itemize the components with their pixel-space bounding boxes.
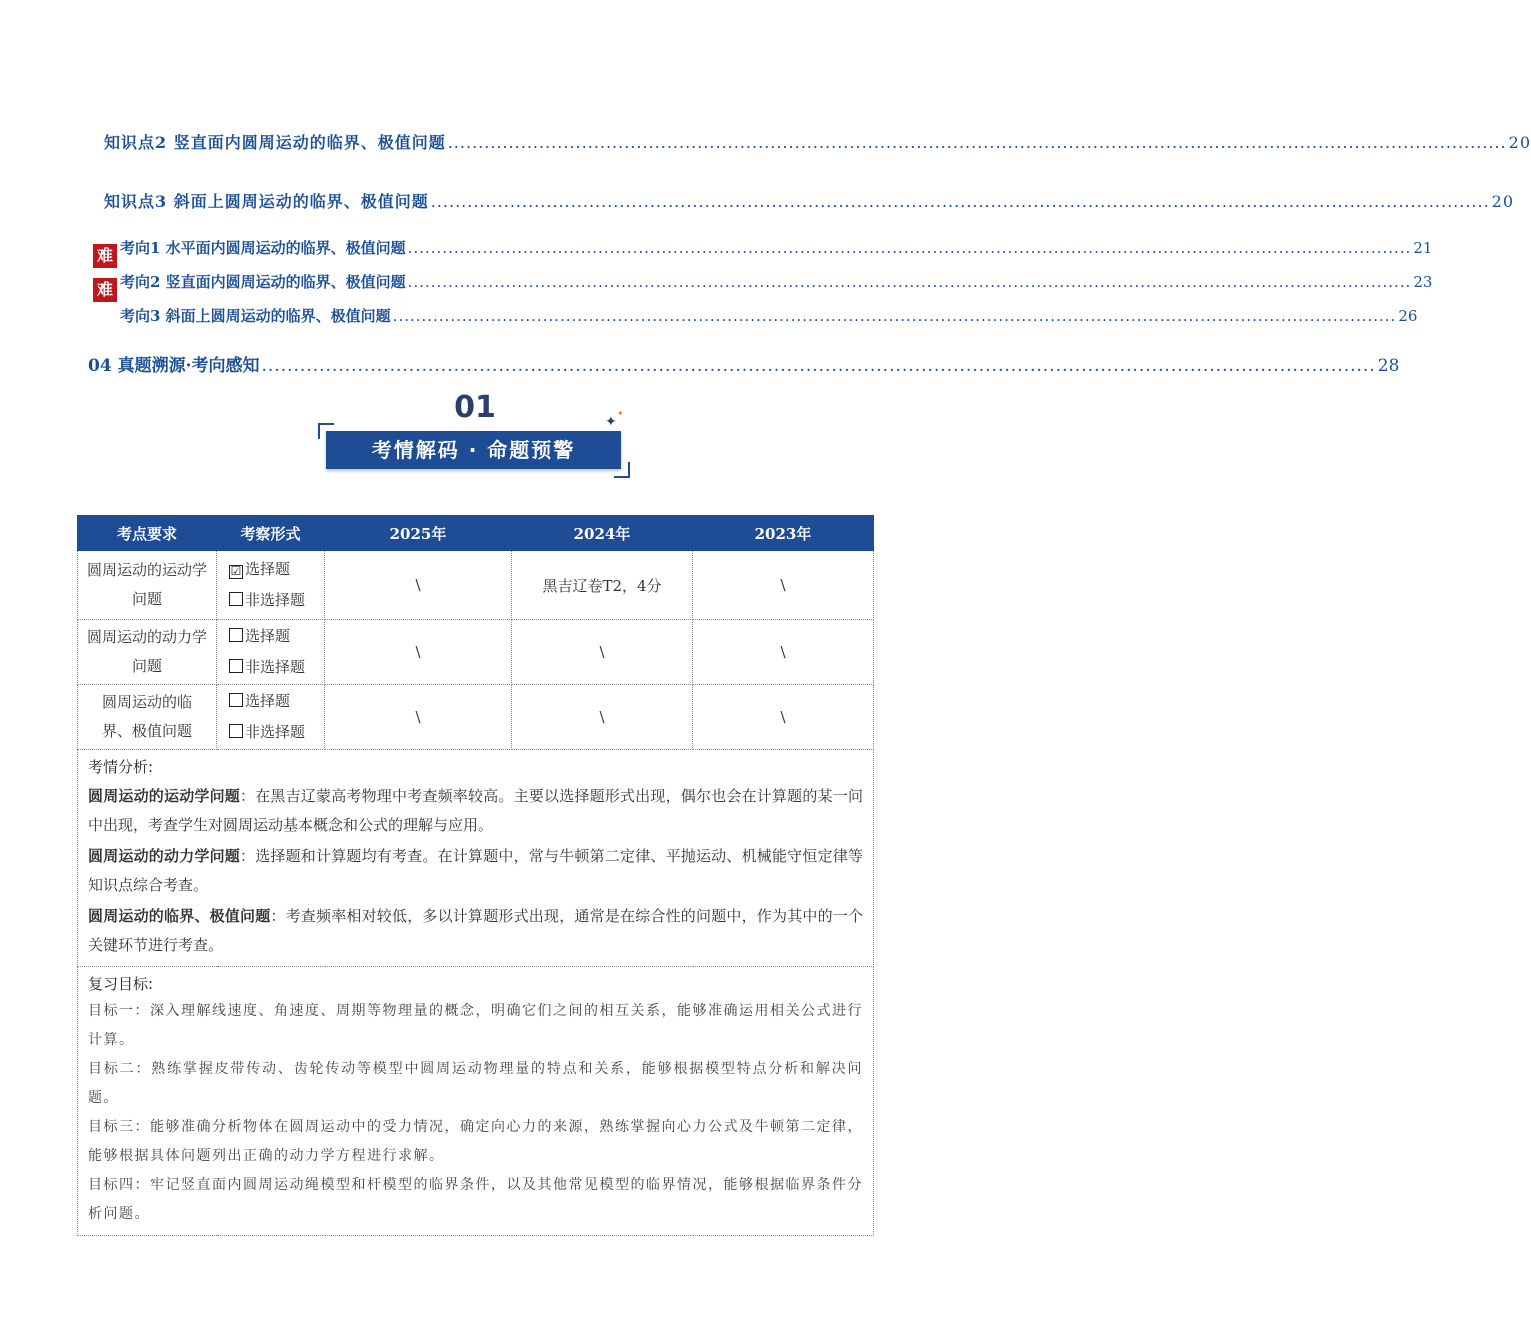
sparkle-icon: ✦ (605, 414, 617, 430)
difficulty-badge: 难 (93, 244, 117, 268)
toc-title: 考向2 竖直面内圆周运动的临界、极值问题 (120, 273, 406, 291)
toc-entry-kx1[interactable] (120, 237, 1433, 258)
toc-page: 20 (1508, 133, 1531, 152)
toc-entry-kp2[interactable] (104, 130, 1531, 153)
toc-page: 23 (1413, 273, 1433, 291)
sparkle-icon: ✦ (617, 409, 624, 418)
analysis-row (78, 750, 874, 967)
column-header: 2024年 (512, 516, 693, 551)
checkbox-icon[interactable] (229, 592, 243, 606)
year-cell: \ (693, 551, 874, 620)
analysis-paragraph (88, 782, 863, 840)
section-number: 01 (454, 390, 496, 425)
toc-title: 知识点2 竖直面内圆周运动的临界、极值问题 (104, 133, 446, 152)
topic-cell: 圆周运动的临界、极值问题 (78, 685, 217, 750)
column-header: 2023年 (693, 516, 874, 551)
analysis-text: ：考查频率相对较低，多以计算题形式出现，通常是在综合性的问题中，作为其中的一个关键环节进行考查。 (88, 907, 863, 954)
table-row (78, 685, 874, 750)
analysis-label: 圆周运动的动力学问题 (88, 847, 240, 865)
checkbox-checked-icon[interactable]: ☑ (230, 564, 242, 578)
year-cell: 黑吉辽卷T2，4分 (512, 551, 693, 620)
year-cell: \ (512, 620, 693, 685)
goal-item: 目标一：深入理解线速度、角速度、周期等物理量的概念，明确它们之间的相互关系，能够准确运用相关公式进行计算。 (88, 1003, 863, 1048)
year-cell: \ (693, 685, 874, 750)
year-cell: \ (693, 620, 874, 685)
section-banner-title: 考情解码 · 命题预警 (326, 431, 621, 469)
toc-title: 04 真题溯源·考向感知 (88, 356, 260, 376)
toc-leader: .............................................................................................................................................................................. (447, 133, 1507, 152)
form-cell (217, 620, 325, 685)
year-cell: \ (512, 685, 693, 750)
goal-item: 目标三：能够准确分析物体在圆周运动中的受力情况，确定向心力的来源，熟练掌握向心力公式及牛顿第二定律，能够根据具体问题列出正确的动力学方程进行求解。 (88, 1119, 863, 1164)
topic-cell: 圆周运动的动力学问题 (78, 620, 217, 685)
analysis-cell (78, 750, 874, 967)
toc-leader: .............................................................................................................................................................................. (407, 273, 1412, 291)
toc-page: 21 (1413, 239, 1433, 257)
year-cell: \ (325, 685, 512, 750)
goal-item: 目标二：熟练掌握皮带传动、齿轮传动等模型中圆周运动物理量的特点和关系，能够根据模型特点分析和解决问题。 (88, 1061, 863, 1106)
goals-heading: 复习目标: (88, 975, 154, 993)
toc-title: 考向1 水平面内圆周运动的临界、极值问题 (120, 239, 406, 257)
checkbox-icon[interactable] (229, 724, 243, 738)
option-label: 非选择题 (245, 591, 306, 609)
analysis-paragraph (88, 842, 863, 900)
table-row (78, 551, 874, 620)
checkbox-icon[interactable] (229, 693, 243, 707)
goal-item: 目标四：牢记竖直面内圆周运动绳模型和杆模型的临界条件，以及其他常见模型的临界情况，能够根据临界条件分析问题。 (88, 1177, 863, 1222)
analysis-label: 圆周运动的临界、极值问题 (88, 907, 271, 925)
toc-entry-kp3[interactable] (104, 189, 1515, 212)
table-header-row (78, 516, 874, 551)
toc-page: 26 (1398, 307, 1418, 325)
toc-entry-kx2[interactable] (120, 271, 1433, 292)
toc-leader: .............................................................................................................................................................................. (261, 356, 1376, 376)
analysis-label: 圆周运动的运动学问题 (88, 787, 240, 805)
column-header: 考点要求 (78, 516, 217, 551)
form-cell (217, 551, 325, 620)
toc-leader: .............................................................................................................................................................................. (430, 192, 1490, 211)
toc-page: 20 (1491, 192, 1515, 211)
option-label: 选择题 (245, 627, 291, 645)
toc-leader: .............................................................................................................................................................................. (407, 239, 1412, 257)
toc-title: 考向3 斜面上圆周运动的临界、极值问题 (120, 307, 391, 325)
option-label: 选择题 (245, 560, 291, 578)
analysis-heading: 考情分析: (88, 758, 154, 776)
analysis-text: ：在黑吉辽蒙高考物理中考查频率较高。主要以选择题形式出现，偶尔也会在计算题的某一问中出现，考查学生对圆周运动基本概念和公式的理解与应用。 (88, 787, 863, 834)
column-header: 2025年 (325, 516, 512, 551)
toc-leader: .............................................................................................................................................................................. (392, 307, 1397, 325)
year-cell: \ (325, 551, 512, 620)
analysis-paragraph (88, 902, 863, 960)
form-cell (217, 685, 325, 750)
toc-entry-sec04[interactable] (88, 351, 1400, 376)
analysis-text: ：选择题和计算题均有考查。在计算题中，常与牛顿第二定律、平抛运动、机械能守恒定律等知识点综合考查。 (88, 847, 863, 894)
checkbox-icon[interactable] (229, 659, 243, 673)
difficulty-badge: 难 (93, 278, 117, 302)
toc-title: 知识点3 斜面上圆周运动的临界、极值问题 (104, 192, 429, 211)
option-label: 非选择题 (245, 723, 306, 741)
toc-page: 28 (1377, 356, 1400, 376)
exam-analysis-table (77, 515, 874, 1236)
option-label: 选择题 (245, 692, 291, 710)
goals-row (78, 967, 874, 1236)
toc-entry-kx3[interactable] (120, 305, 1418, 326)
year-cell: \ (325, 620, 512, 685)
topic-cell: 圆周运动的运动学问题 (78, 551, 217, 620)
goals-cell (78, 967, 874, 1236)
checkbox-icon[interactable] (229, 628, 243, 642)
option-label: 非选择题 (245, 658, 306, 676)
column-header: 考察形式 (217, 516, 325, 551)
table-row (78, 620, 874, 685)
